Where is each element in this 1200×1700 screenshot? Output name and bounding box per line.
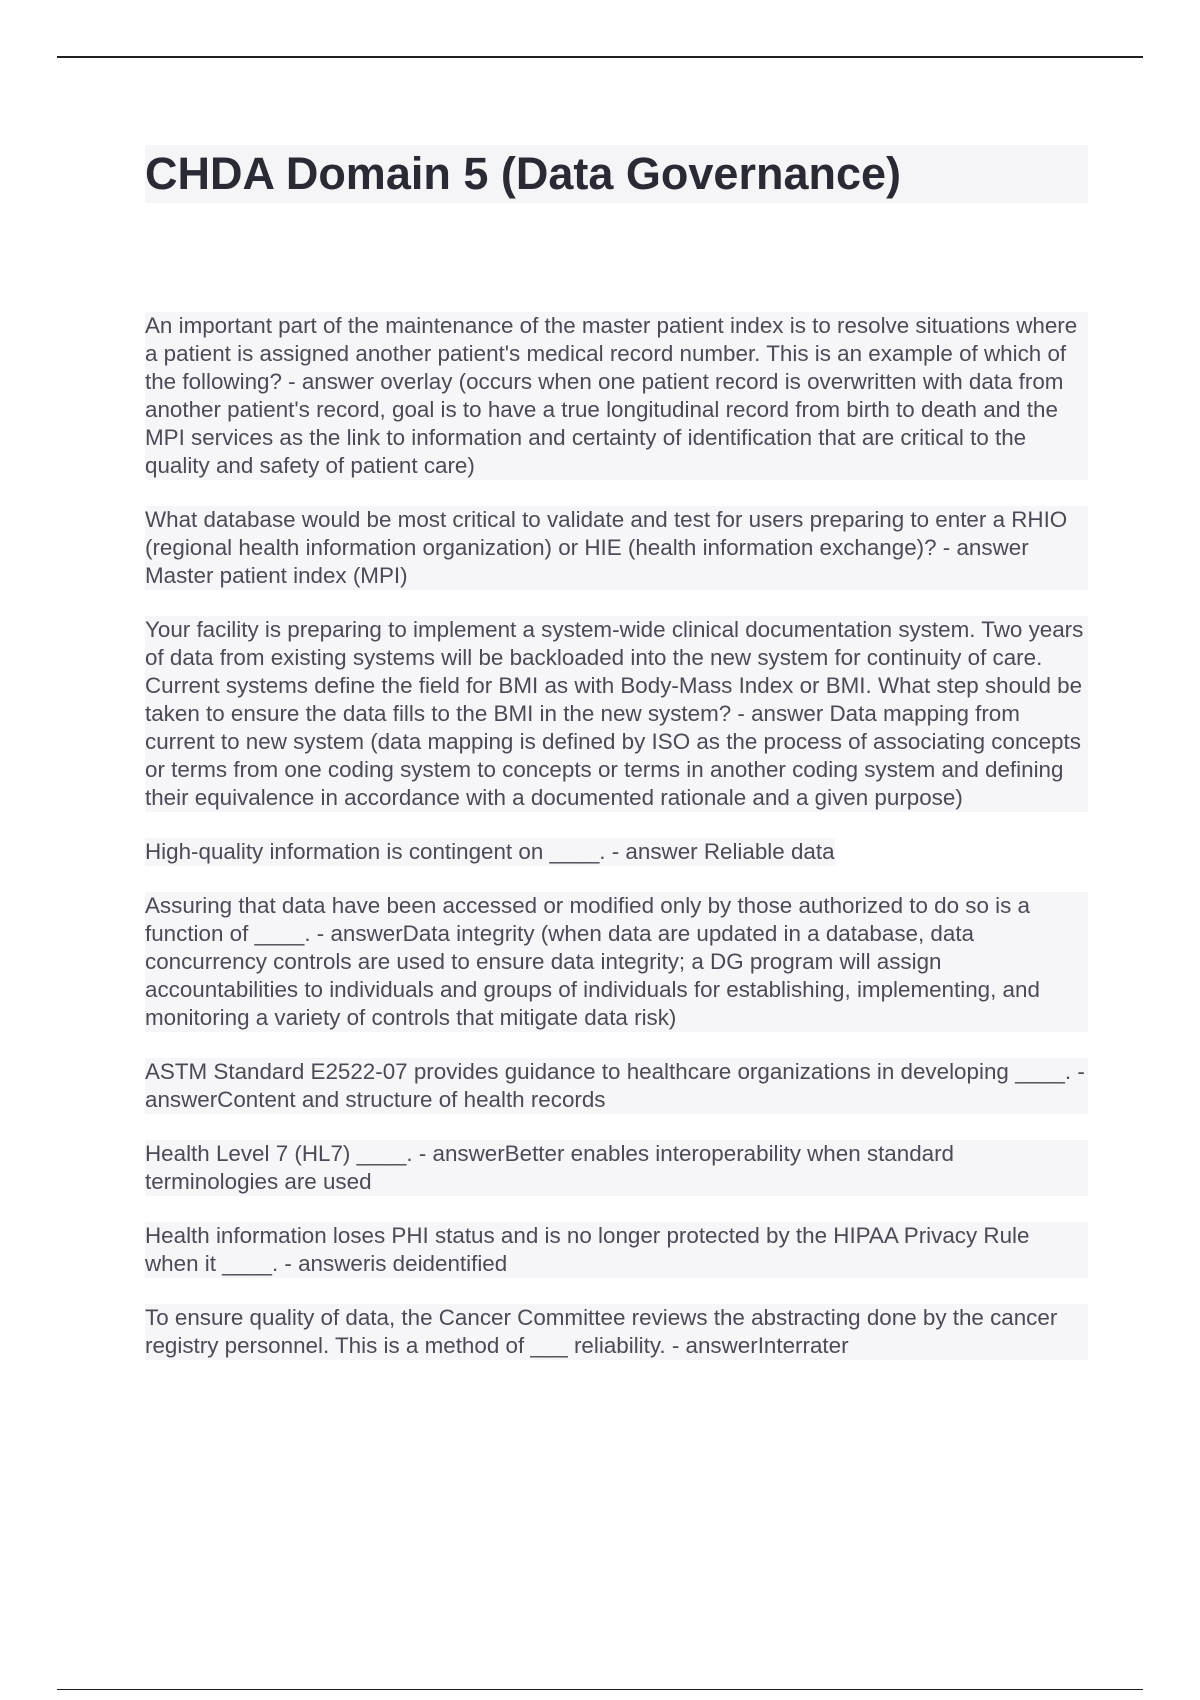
qa-item: Health Level 7 (HL7) ____. - answerBetter enables interoperability when standard terminologies are used — [145, 1140, 1088, 1196]
qa-item: Assuring that data have been accessed or modified only by those authorized to do so is a function of ____. - answerData integrity (when data are updated in a database, data concurrency controls are used to ensure data integrity; a DG program will assign accountabilities to individuals and groups of individuals for establishing, implementing, and monitoring a variety of controls that mitigate data risk) — [145, 892, 1088, 1032]
qa-item: Health information loses PHI status and is no longer protected by the HIPAA Privacy Rule when it ____. - answeris deidentified — [145, 1222, 1088, 1278]
qa-item: To ensure quality of data, the Cancer Committee reviews the abstracting done by the cancer registry personnel. This is a method of ___ reliability. - answerInterrater — [145, 1304, 1088, 1360]
page-title: CHDA Domain 5 (Data Governance) — [145, 148, 901, 199]
header-rule — [57, 56, 1143, 58]
qa-item: High-quality information is contingent on ____. - answer Reliable data — [145, 839, 835, 864]
qa-item: An important part of the maintenance of the master patient index is to resolve situations where a patient is assigned another patient's medical record number. This is an example of which of the following? - answer overlay (occurs when one patient record is overwritten with data from another patient's record, goal is to have a true longitudinal record from birth to death and the MPI services as the link to information and certainty of identification that are critical to the quality and safety of patient care) — [145, 312, 1088, 480]
title-block — [145, 145, 1088, 203]
qa-item: What database would be most critical to validate and test for users preparing to enter a RHIO (regional health information organization) or HIE (health information exchange)? - answer Master patient index (MPI) — [145, 506, 1088, 590]
footer-rule — [57, 1689, 1143, 1690]
qa-list — [145, 312, 1088, 1386]
qa-item: ASTM Standard E2522-07 provides guidance to healthcare organizations in developing ____. - answerContent and structure of health records — [145, 1058, 1088, 1114]
qa-item: Your facility is preparing to implement a system-wide clinical documentation system. Two years of data from existing systems will be backloaded into the new system for continuity of care. Current systems define the field for BMI as with Body-Mass Index or BMI. What step should be taken to ensure the data fills to the BMI in the new system? - answer Data mapping from current to new system (data mapping is defined by ISO as the process of associating concepts or terms from one coding system to concepts or terms in another coding system and defining their equivalence in accordance with a documented rationale and a given purpose) — [145, 616, 1088, 812]
